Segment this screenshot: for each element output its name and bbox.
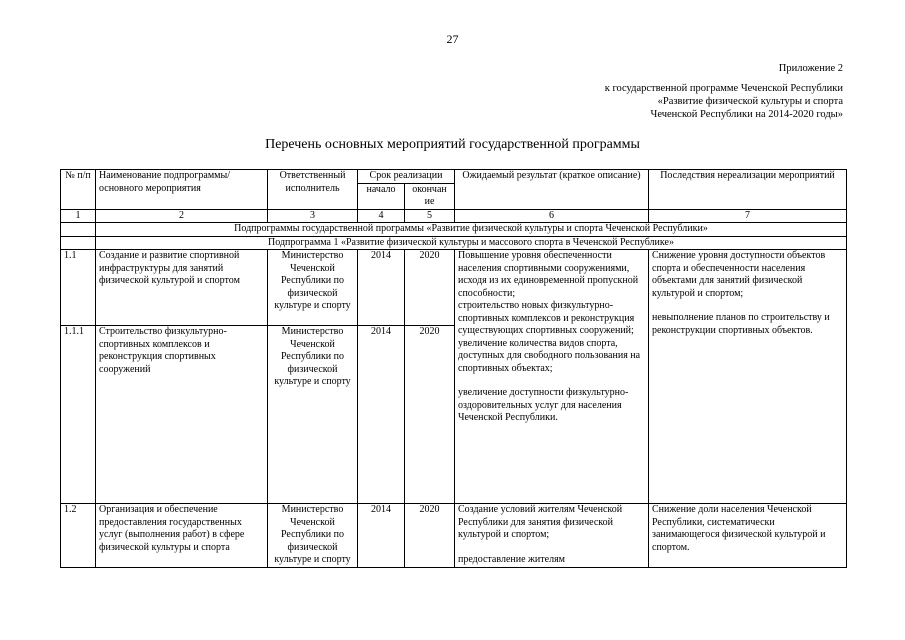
row-start: 2014	[358, 250, 405, 326]
column-number-row	[61, 209, 847, 223]
appendix-header	[605, 62, 843, 121]
section-row	[61, 236, 847, 250]
row-end: 2020	[405, 504, 455, 568]
table-row	[61, 504, 847, 568]
appendix-line: Чеченской Республики на 2014-2020 годы»	[650, 109, 843, 120]
row-result	[455, 504, 649, 568]
row-end: 2020	[405, 326, 455, 504]
result-paragraph: увеличение доступности физкультурно-оздоровительных услуг для населения Чеченской Республики.	[458, 387, 629, 423]
appendix-label: Приложение 2	[778, 63, 843, 74]
page-number: 27	[446, 32, 459, 46]
column-number: 6	[455, 209, 649, 223]
result-paragraph: строительство новых физкультурно-спортивных комплексов и реконструкция существующих спортивных сооружений;	[458, 300, 635, 336]
section-title: Подпрограммы государственной программы «Развитие физической культуры и спорта Чеченской Республики»	[96, 223, 847, 237]
column-number: 2	[96, 209, 268, 223]
result-paragraph: увеличение количества видов спорта, доступных для свободного пользования на спортивных объектах;	[458, 337, 641, 374]
result-paragraph: предоставление жителям	[458, 553, 566, 565]
row-end: 2020	[405, 250, 455, 326]
activities-table	[60, 169, 847, 568]
header-term: Срок реализации	[358, 170, 455, 184]
column-number: 7	[649, 209, 847, 223]
row-num: 1.1.1	[61, 326, 96, 504]
header-end: окончан ие	[405, 183, 455, 209]
row-name: Строительство физкультурно-спортивных комплексов и реконструкция спортивных сооружений	[96, 326, 268, 504]
row-consequences	[649, 250, 847, 504]
row-start: 2014	[358, 326, 405, 504]
result-paragraph: Создание условий жителям Чеченской Республики для занятия физической культурой и спортом;	[458, 504, 623, 540]
row-consequences: Снижение доли населения Чеченской Республики, систематически занимающегося физической культурой и спортом.	[649, 504, 847, 568]
row-name: Создание и развитие спортивной инфраструктуры для занятий физической культурой и спортом	[96, 250, 268, 326]
appendix-line: «Развитие физической культуры и спорта	[657, 96, 843, 107]
header-consequences: Последствия нереализации мероприятий	[649, 170, 847, 210]
header-num: № п/п	[61, 170, 96, 210]
row-start: 2014	[358, 504, 405, 568]
row-name: Организация и обеспечение предоставления государственных услуг (выполнения работ) в сфере физической культуры и спорта	[96, 504, 268, 568]
header-executor: Ответственный исполнитель	[268, 170, 358, 210]
document-title: Перечень основных мероприятий государственной программы	[265, 137, 640, 152]
appendix-line: к государственной программе Чеченской Республики	[604, 83, 843, 94]
column-number: 5	[405, 209, 455, 223]
table-row	[61, 250, 847, 326]
header-name: Наименование подпрограммы/ основного мероприятия	[96, 170, 268, 210]
row-executor: Министерство Чеченской Республики по физической культуре и спорту	[268, 326, 358, 504]
header-result: Ожидаемый результат (краткое описание)	[455, 170, 649, 210]
consequence-paragraph: Снижение уровня доступности объектов спорта и обеспеченности населения объектами для занятий физической культурой и спортом;	[652, 250, 826, 299]
column-number: 1	[61, 209, 96, 223]
column-number: 4	[358, 209, 405, 223]
consequence-paragraph: невыполнение планов по строительству и реконструкции спортивных объектов.	[652, 312, 830, 336]
row-executor: Министерство Чеченской Республики по физической культуре и спорту	[268, 250, 358, 326]
header-row	[61, 170, 847, 184]
result-paragraph: Повышение уровня обеспеченности населения спортивными сооружениями, исходя из их единовременной пропускной способности;	[458, 250, 639, 299]
column-number: 3	[268, 209, 358, 223]
row-num: 1.2	[61, 504, 96, 568]
subprogram-title: Подпрограмма 1 «Развитие физической культуры и массового спорта в Чеченской Республике»	[96, 236, 847, 250]
header-start: начало	[358, 183, 405, 209]
section-row	[61, 223, 847, 237]
row-executor: Министерство Чеченской Республики по физической культуре и спорту	[268, 504, 358, 568]
row-result	[455, 250, 649, 504]
row-num: 1.1	[61, 250, 96, 326]
